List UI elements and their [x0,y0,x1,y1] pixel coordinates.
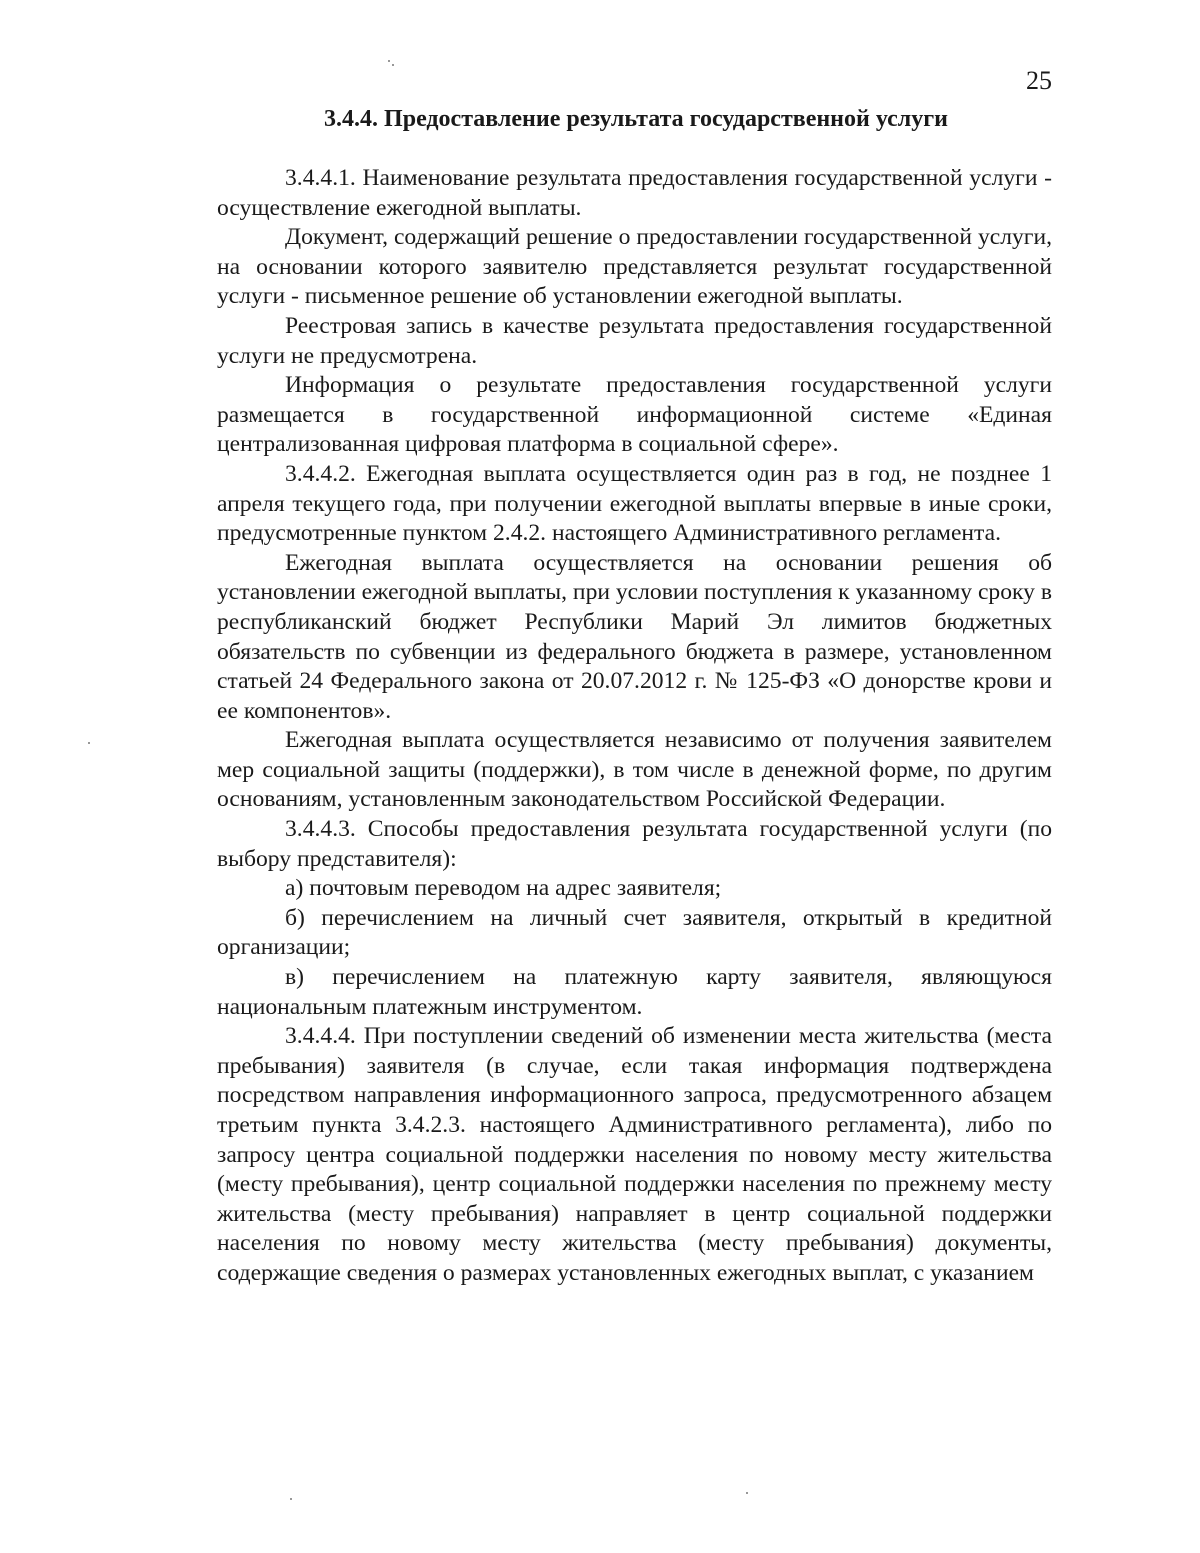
paragraph: Ежегодная выплата осуществляется на основании решения об установлении ежегодной выплаты, при условии поступления к указанному сроку в республиканский бюджет Республики Марий Эл лимитов бюджетных обязательств по субвенции из федерального бюджета в размере, установленном статьей 24 Федерального закона от 20.07.2012 г. № 125-ФЗ «О донорстве крови и ее компонентов». [217,549,1052,724]
section-heading: 3.4.4. Предоставление результата государственной услуги [324,106,948,132]
paragraph: 3.4.4.1. Наименование результата предоставления государственной услуги - осуществление ежегодной выплаты. [217,165,1052,221]
scan-speck [88,742,90,744]
paragraph: Документ, содержащий решение о предоставлении государственной услуги, на основании которого заявителю представляется результат государственной услуги - письменное решение об установлении ежегодной выплаты. [217,224,1052,310]
scan-speck [290,1498,292,1500]
paragraph: 3.4.4.3. Способы предоставления результата государственной услуги (по выбору представителя): [217,816,1052,872]
page-number: 25 [1026,66,1052,95]
scan-speck [746,1492,748,1494]
scan-speck [392,64,394,66]
paragraph: 3.4.4.4. При поступлении сведений об изменении места жительства (места пребывания) заявителя (в случае, если такая информация подтверждена посредством направления информационного запроса, предусмотренного абзацем третьим пункта 3.4.2.3. настоящего Административного регламента), либо по запросу центра социальной поддержки населения по новому месту жительства (месту пребывания), центр социальной поддержки населения по прежнему месту жительства (месту пребывания) направляет в центр социальной поддержки населения по новому месту жительства (месту пребывания) документы, содержащие сведения о размерах установленных ежегодных выплат, с указанием [217,1023,1052,1286]
scan-speck [388,60,390,62]
paragraph: Информация о результате предоставления государственной услуги размещается в государственной информационной системе «Единая централизованная цифровая платформа в социальной сфере». [217,372,1052,458]
paragraph: в) перечислением на платежную карту заявителя, являющуюся национальным платежным инструментом. [217,964,1052,1020]
paragraph: Ежегодная выплата осуществляется независимо от получения заявителем мер социальной защиты (поддержки), в том числе в денежной форме, по другим основаниям, установленным законодательством Российской Федерации. [217,727,1052,813]
paragraph: 3.4.4.2. Ежегодная выплата осуществляется один раз в год, не позднее 1 апреля текущего года, при получении ежегодной выплаты впервые в иные сроки, предусмотренные пунктом 2.4.2. настоящего Административного регламента. [217,460,1052,547]
body-text [217,164,1052,1289]
paragraph: Реестровая запись в качестве результата предоставления государственной услуги не предусмотрена. [217,312,1052,369]
paragraph: а) почтовым переводом на адрес заявителя; [285,875,722,902]
paragraph: б) перечислением на личный счет заявителя, открытый в кредитной организации; [217,904,1052,961]
